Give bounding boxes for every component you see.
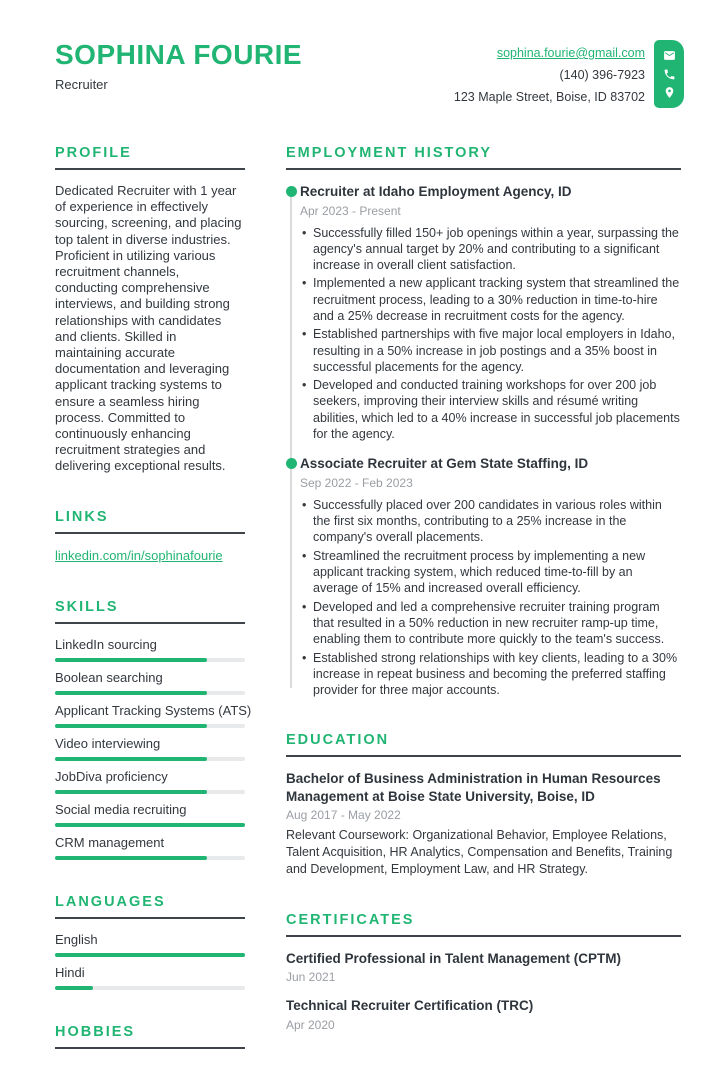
- skill-item: [55, 769, 245, 794]
- header: [0, 0, 724, 108]
- language-bar-fill: [55, 953, 245, 957]
- job-bullet: • Developed and conducted training workshops for over 200 job seekers, improving their interview skills and résumé writing abilities, which led to a 40% increase in successful job placements for the agency.: [300, 377, 681, 442]
- education-title: Bachelor of Business Administration in Human Resources Management at Boise State University, Boise, ID: [286, 771, 661, 804]
- section-links: [55, 509, 245, 565]
- skill-bar-fill: [55, 691, 207, 695]
- skill-item: [55, 702, 252, 728]
- job-dates: Apr 2023 - Present: [300, 203, 401, 218]
- skill-label: JobDiva proficiency: [55, 768, 168, 784]
- job-entry: [300, 455, 681, 698]
- section-education: [286, 732, 681, 877]
- section-profile: [55, 145, 245, 475]
- certificate-dates: Jun 2021: [286, 970, 336, 985]
- education-entry: [286, 770, 681, 877]
- skill-bar: [55, 790, 245, 794]
- contact-icon-bar: [654, 40, 684, 108]
- language-label: Hindi: [55, 964, 85, 980]
- skill-label: CRM management: [55, 834, 165, 850]
- language-bar-fill: [55, 986, 93, 990]
- certificate-title: Certified Professional in Talent Management (CPTM): [286, 950, 622, 966]
- languages-heading: LANGUAGES: [55, 894, 245, 919]
- job-bullet: • Successfully placed over 200 candidates in various roles within the first six months, contributing to a 25% increase in the company's overall placements.: [300, 497, 681, 546]
- job-entry: [300, 183, 681, 442]
- section-skills: [55, 598, 252, 860]
- skill-item: [55, 802, 245, 827]
- certificate-dates: Apr 2020: [286, 1017, 335, 1032]
- skill-bar-fill: [55, 658, 207, 662]
- content-columns: [0, 145, 724, 1083]
- skill-bar: [55, 658, 245, 662]
- contact-email-row: [454, 42, 645, 64]
- timeline-dot: [286, 186, 297, 197]
- phone-icon: [663, 68, 676, 81]
- skill-label: Social media recruiting: [55, 801, 187, 817]
- timeline-dot: [286, 458, 297, 469]
- language-bar: [55, 986, 245, 990]
- person-job-title: Recruiter: [55, 76, 108, 92]
- contact-address: 123 Maple Street, Boise, ID 83702: [453, 90, 645, 104]
- skill-bar: [55, 856, 245, 860]
- section-certificates: [286, 912, 681, 1032]
- certificate-entry: [286, 997, 681, 1032]
- main-column: [286, 145, 681, 1083]
- language-item: [55, 932, 245, 957]
- employment-heading: EMPLOYMENT HISTORY: [286, 145, 681, 170]
- skill-bar-fill: [55, 790, 207, 794]
- job-title: Associate Recruiter at Gem State Staffing, ID: [300, 456, 589, 472]
- skill-label: LinkedIn sourcing: [55, 636, 157, 652]
- certificate-entry: [286, 950, 681, 985]
- skill-bar: [55, 823, 245, 827]
- timeline-line: [290, 191, 292, 688]
- language-bar: [55, 953, 245, 957]
- skill-bar-fill: [55, 823, 245, 827]
- job-bullets: [300, 497, 681, 699]
- skill-label: Applicant Tracking Systems (ATS): [55, 702, 252, 718]
- skill-label: Video interviewing: [55, 735, 161, 751]
- skill-bar-fill: [55, 856, 207, 860]
- skill-item: [55, 670, 245, 695]
- section-employment: [286, 145, 681, 698]
- email-link[interactable]: sophina.fourie@gmail.com: [496, 46, 645, 60]
- section-hobbies: [55, 1024, 245, 1049]
- job-bullet: • Streamlined the recruitment process by implementing a new applicant tracking system, which reduced time-to-fill by an average of 15% and increased overall efficiency.: [300, 548, 681, 597]
- sidebar-column: [55, 145, 252, 1083]
- profile-heading: PROFILE: [55, 145, 245, 170]
- skill-bar: [55, 691, 245, 695]
- skills-heading: SKILLS: [55, 599, 245, 624]
- linkedin-link[interactable]: linkedin.com/in/sophinafourie: [55, 547, 223, 563]
- person-name: SOPHINA FOURIE: [55, 39, 303, 70]
- link-item: [55, 547, 245, 565]
- header-contact: [454, 40, 684, 108]
- header-identity: [55, 40, 302, 92]
- education-description: Relevant Coursework: Organizational Behavior, Employee Relations, Talent Acquisition, HR Analytics, Compensation and Benefits, Training and Development, Employment Law, and HR Strategy.: [286, 828, 673, 877]
- section-languages: [55, 894, 245, 990]
- skill-bar-fill: [55, 757, 207, 761]
- email-icon: [663, 49, 676, 62]
- education-dates: Aug 2017 - May 2022: [286, 808, 401, 823]
- certificate-title: Technical Recruiter Certification (TRC): [286, 998, 534, 1014]
- certificates-heading: CERTIFICATES: [286, 912, 681, 937]
- skill-bar-fill: [55, 724, 207, 728]
- job-bullet: • Successfully filled 150+ job openings within a year, surpassing the agency's annual target by 20% and contributing to a significant increase in overall client satisfaction.: [300, 225, 681, 274]
- job-bullet: • Developed and led a comprehensive recruiter training program that resulted in a 50% reduction in new recruiter ramp-up time, enabling them to contribute more quickly to the team's success.: [300, 599, 681, 648]
- skill-label: Boolean searching: [55, 669, 163, 685]
- job-bullet: • Established strong relationships with key clients, leading to a 30% increase in repeat business and becoming the preferred staffing provider for three major accounts.: [300, 650, 681, 699]
- skill-bar: [55, 757, 245, 761]
- language-item: [55, 965, 245, 990]
- job-bullet: • Established partnerships with five major local employers in Idaho, resulting in a 50% increase in job postings and a 35% boost in successful placements for the agency.: [300, 326, 681, 375]
- hobbies-heading: HOBBIES: [55, 1024, 245, 1049]
- job-bullet: • Implemented a new applicant tracking system that streamlined the recruitment process, leading to a 30% reduction in time-to-hire and a 25% decrease in recruitment costs for the agency.: [300, 275, 681, 324]
- skill-item: [55, 835, 245, 860]
- contact-list: [454, 40, 645, 108]
- job-dates: Sep 2022 - Feb 2023: [300, 475, 413, 490]
- skill-item: [55, 637, 245, 662]
- language-label: English: [55, 931, 98, 947]
- location-icon: [663, 86, 676, 99]
- contact-phone: (140) 396-7923: [559, 68, 645, 82]
- profile-text: Dedicated Recruiter with 1 year of experience in effectively sourcing, screening, and placing top talent in diverse industries. Proficient in utilizing various recruitment channels, conducting comprehensive interviews, and building strong relationships with candidates and clients. Skilled in maintaining accurate documentation and leveraging applicant tracking systems to ensure a seamless hiring process. Committed to continuously enhancing recruitment strategies and delivering exceptional results.: [55, 183, 242, 474]
- employment-timeline: [286, 183, 681, 698]
- links-heading: LINKS: [55, 509, 245, 534]
- job-bullets: [300, 225, 681, 443]
- skill-bar: [55, 724, 245, 728]
- skill-item: [55, 736, 245, 761]
- education-heading: EDUCATION: [286, 732, 681, 757]
- job-title: Recruiter at Idaho Employment Agency, ID: [300, 184, 572, 199]
